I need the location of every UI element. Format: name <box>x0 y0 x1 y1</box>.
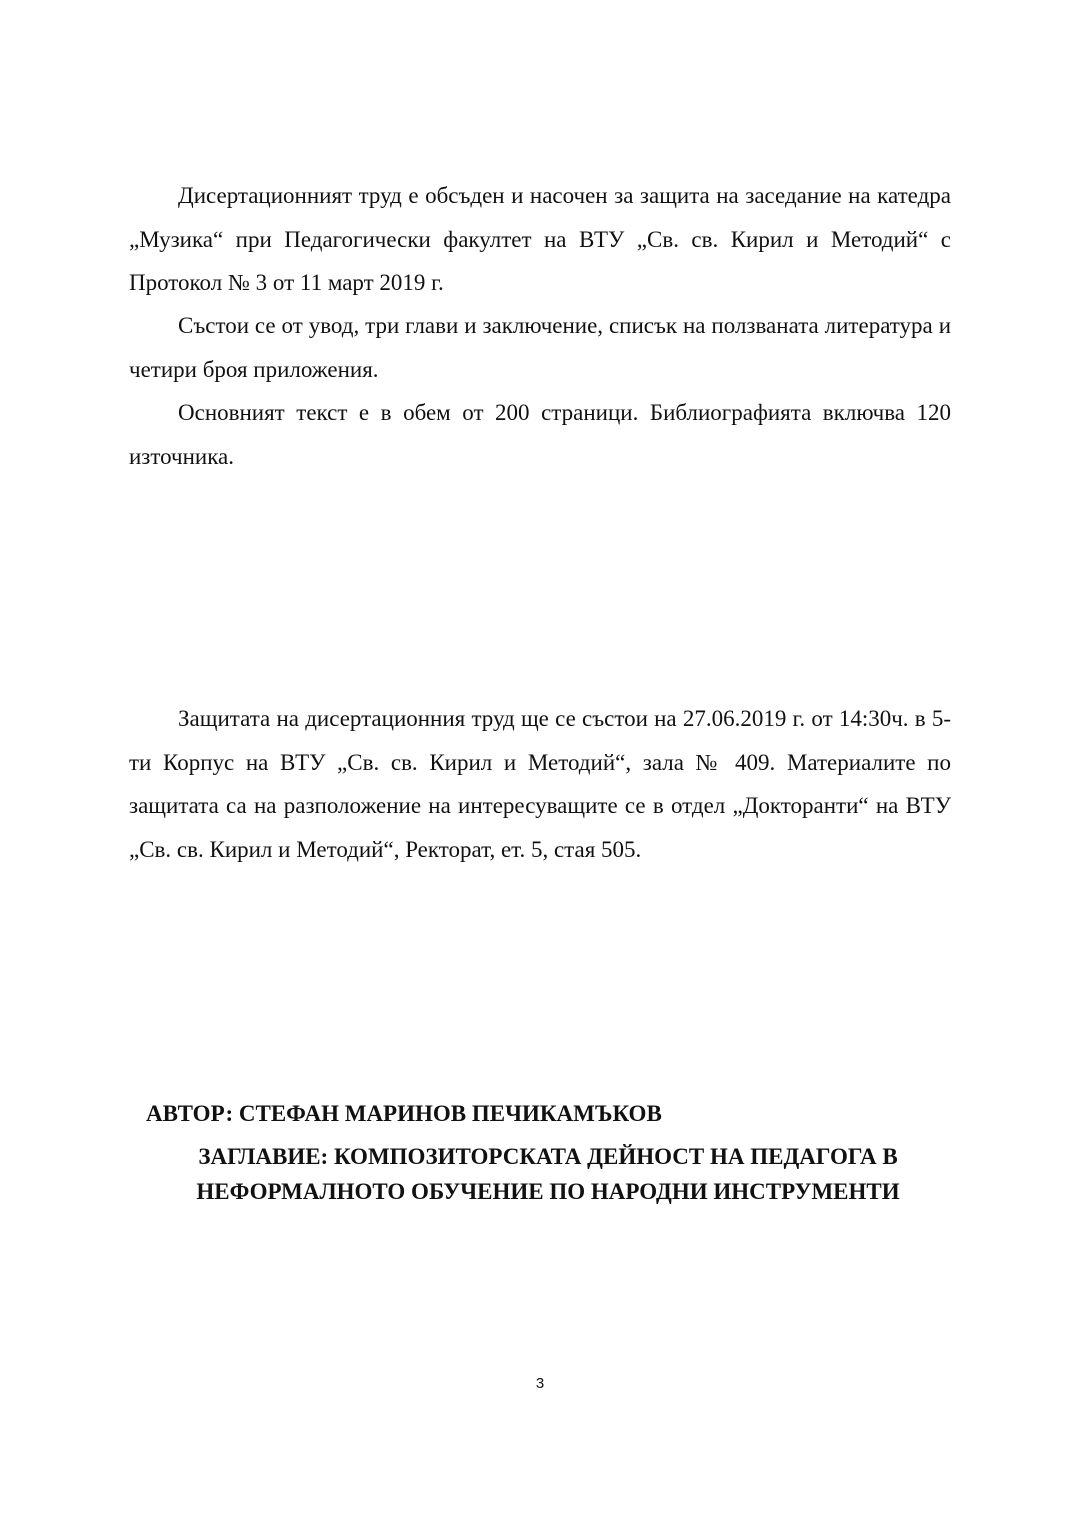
paragraph-defense-info: Защитата на дисертационния труд ще се състои на 27.06.2019 г. от 14:30ч. в 5-ти Корпус на ВТУ „Св. св. Кирил и Методий“, зала № 409. Материалите по защитата са на разположение на интересуващите се в отдел „Докторанти“ на ВТУ „Св. св. Кирил и Методий“, Ректорат, ет. 5, стая 505. <box>129 706 951 862</box>
title-line-2: НЕФОРМАЛНОТО ОБУЧЕНИЕ ПО НАРОДНИ ИНСТРУМЕНТИ <box>196 1179 900 1204</box>
dissertation-title <box>140 1139 956 1209</box>
page-number: 3 <box>535 1375 545 1392</box>
paragraph-volume: Основният текст е в обем от 200 страници. Библиографията включва 120 източника. <box>129 400 951 469</box>
title-line-1: ЗАГЛАВИЕ: КОМПОЗИТОРСКАТА ДЕЙНОСТ НА ПЕДАГОГА В <box>198 1144 898 1169</box>
paragraph-discussion: Дисертационният труд е обсъден и насочен за защита на заседание на катедра „Музика“ при Педагогически факултет на ВТУ „Св. св. Кирил и Методий“ с Протокол № 3 от 11 март 2019 г. <box>129 183 951 295</box>
paragraph-structure: Състои се от увод, три глави и заключение, списък на ползваната литература и четири броя приложения. <box>129 313 951 382</box>
author-line: АВТОР: СТЕФАН МАРИНОВ ПЕЧИКАМЪКОВ <box>146 1101 662 1126</box>
